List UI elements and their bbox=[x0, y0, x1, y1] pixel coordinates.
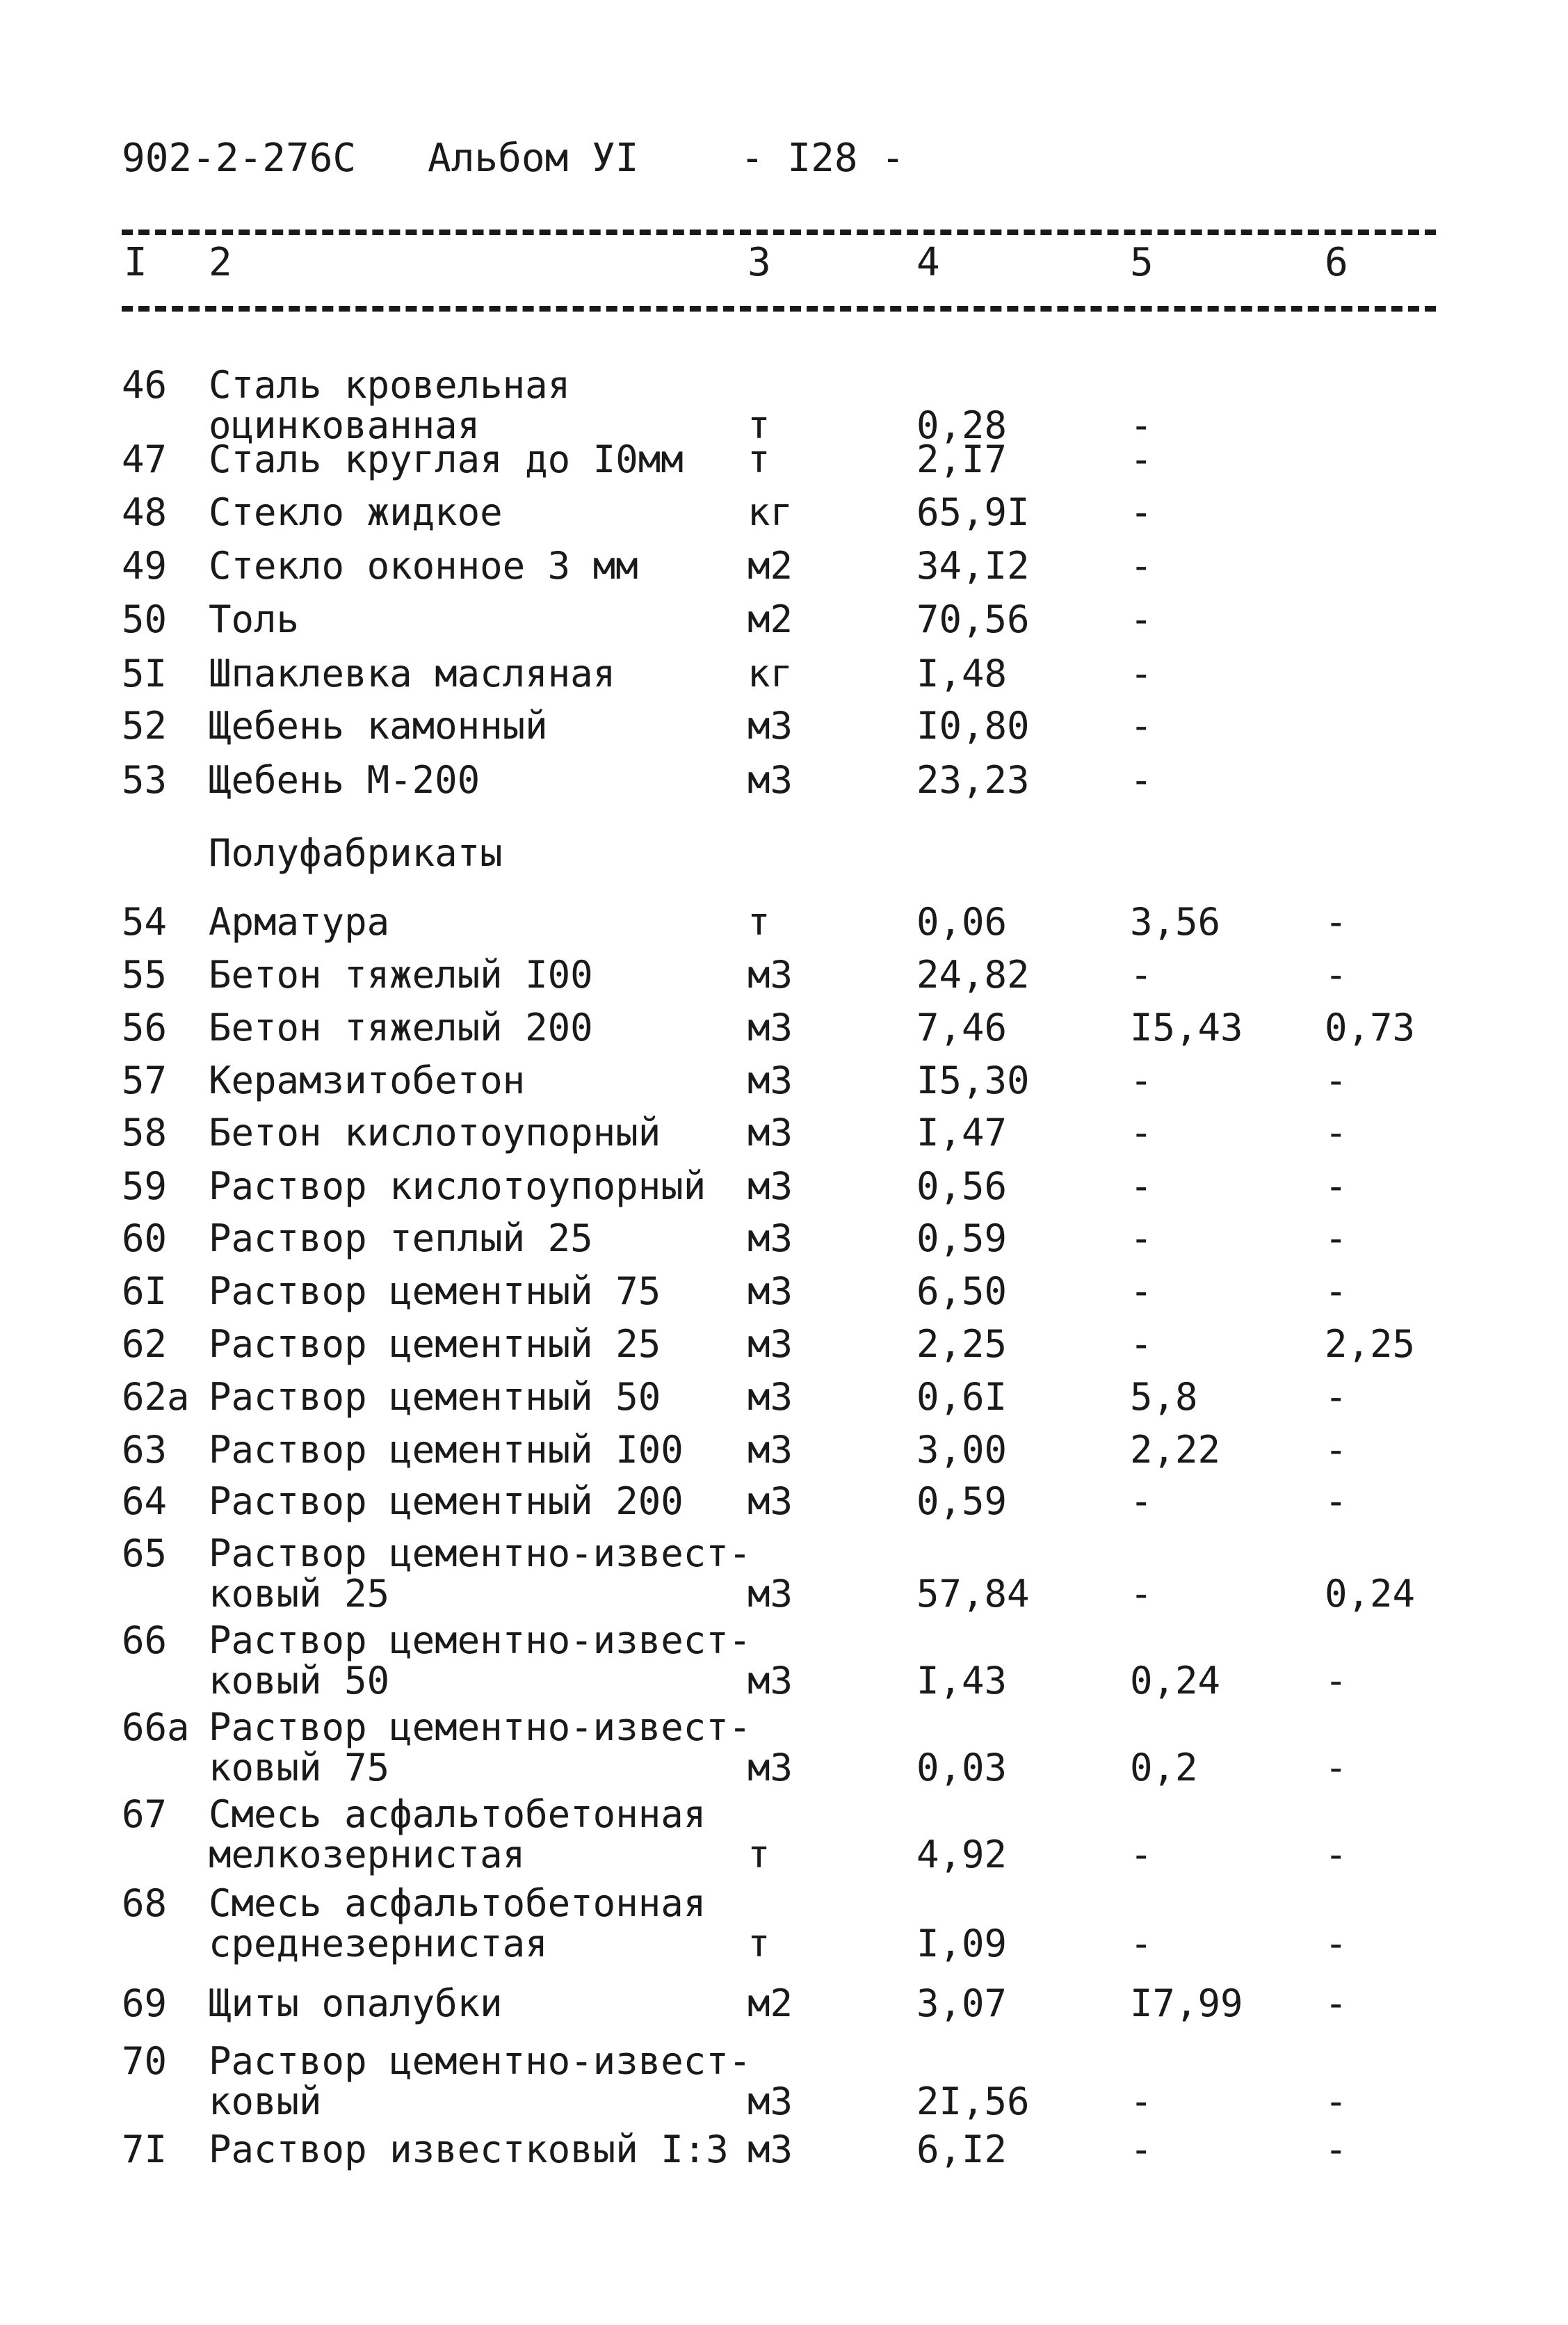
row-number: 6I bbox=[122, 1269, 168, 1313]
material-name: Стекло оконное 3 мм bbox=[209, 544, 638, 588]
unit: т bbox=[747, 1922, 770, 1965]
unit: м3 bbox=[747, 1269, 793, 1313]
unit: кг bbox=[747, 652, 793, 695]
column-6-value: - bbox=[1325, 1922, 1348, 1965]
unit: м3 bbox=[747, 1164, 793, 1208]
unit: м3 bbox=[747, 1375, 793, 1419]
col-header-3: 3 bbox=[747, 240, 771, 285]
material-name: Раствор цементно-извест- bbox=[209, 2039, 752, 2083]
column-6-value: - bbox=[1325, 1269, 1348, 1313]
material-name: ковый bbox=[209, 2079, 322, 2123]
column-6-value: - bbox=[1325, 1059, 1348, 1102]
material-name: Раствор цементный 25 bbox=[209, 1322, 661, 1366]
quantity: 2,25 bbox=[916, 1322, 1008, 1366]
row-number: 50 bbox=[122, 597, 168, 641]
column-6-value: - bbox=[1325, 2079, 1348, 2123]
column-5-value: - bbox=[1130, 490, 1153, 534]
column-6-value: - bbox=[1325, 1981, 1348, 2025]
quantity: 4,92 bbox=[916, 1833, 1008, 1876]
col-header-1: I bbox=[124, 240, 147, 285]
unit: т bbox=[747, 1833, 770, 1876]
row-number: 57 bbox=[122, 1059, 168, 1102]
quantity: 0,28 bbox=[916, 403, 1008, 447]
material-name: Шпаклевка масляная bbox=[209, 652, 616, 695]
unit: м2 bbox=[747, 597, 793, 641]
material-name: Арматура bbox=[209, 900, 390, 944]
quantity: 2I,56 bbox=[916, 2079, 1030, 2123]
row-number: 53 bbox=[122, 758, 168, 802]
row-number: 46 bbox=[122, 363, 168, 407]
material-name: Раствор цементный I00 bbox=[209, 1428, 684, 1472]
col-header-2: 2 bbox=[209, 240, 232, 285]
doc-code: 902-2-276С bbox=[122, 136, 357, 181]
column-6-value: - bbox=[1325, 1164, 1348, 1208]
column-5-value: - bbox=[1130, 403, 1153, 447]
quantity: 65,9I bbox=[916, 490, 1030, 534]
material-name: Раствор цементный 50 bbox=[209, 1375, 661, 1419]
material-name: Щиты опалубки bbox=[209, 1981, 503, 2025]
column-5-value: - bbox=[1130, 1479, 1153, 1523]
quantity: 0,6I bbox=[916, 1375, 1008, 1419]
column-6-value: 0,73 bbox=[1325, 1006, 1416, 1049]
column-6-value: - bbox=[1325, 1216, 1348, 1260]
material-name: Раствор известковый I:3 bbox=[209, 2127, 729, 2171]
quantity: 0,59 bbox=[916, 1479, 1008, 1523]
material-name: Раствор цементно-извест- bbox=[209, 1705, 752, 1749]
row-number: 49 bbox=[122, 544, 168, 588]
material-name: мелкозернистая bbox=[209, 1833, 526, 1876]
column-6-value: - bbox=[1325, 1375, 1348, 1419]
material-name: Раствор цементно-извест- bbox=[209, 1618, 752, 1662]
quantity: 6,I2 bbox=[916, 2127, 1008, 2171]
material-name: Смесь асфальтобетонная bbox=[209, 1792, 706, 1836]
row-number: 66 bbox=[122, 1618, 168, 1662]
unit: м3 bbox=[747, 1572, 793, 1616]
column-5-value: 0,24 bbox=[1130, 1659, 1221, 1703]
column-5-value: - bbox=[1130, 1269, 1153, 1313]
column-5-value: - bbox=[1130, 1216, 1153, 1260]
quantity: 57,84 bbox=[916, 1572, 1030, 1616]
material-name: оцинкованная bbox=[209, 403, 480, 447]
unit: м3 bbox=[747, 758, 793, 802]
quantity: 23,23 bbox=[916, 758, 1030, 802]
quantity: 24,82 bbox=[916, 953, 1030, 997]
row-number: 63 bbox=[122, 1428, 168, 1472]
unit: м3 bbox=[747, 1322, 793, 1366]
row-number: 56 bbox=[122, 1006, 168, 1049]
unit: т bbox=[747, 900, 770, 944]
unit: м3 bbox=[747, 1059, 793, 1102]
material-name: Щебень камонный bbox=[209, 704, 548, 748]
row-number: 58 bbox=[122, 1111, 168, 1155]
unit: м3 bbox=[747, 953, 793, 997]
quantity: 0,06 bbox=[916, 900, 1008, 944]
quantity: 70,56 bbox=[916, 597, 1030, 641]
table-top-rule bbox=[122, 230, 1436, 235]
column-headers bbox=[0, 240, 1568, 289]
row-number: 70 bbox=[122, 2039, 168, 2083]
column-6-value: - bbox=[1325, 900, 1348, 944]
material-name: Толь bbox=[209, 597, 300, 641]
row-number: 62 bbox=[122, 1322, 168, 1366]
row-number: 62а bbox=[122, 1375, 190, 1419]
quantity: 6,50 bbox=[916, 1269, 1008, 1313]
column-6-value: 2,25 bbox=[1325, 1322, 1416, 1366]
quantity: 2,I7 bbox=[916, 437, 1008, 481]
material-name: Керамзитобетон bbox=[209, 1059, 526, 1102]
column-6-value: - bbox=[1325, 1479, 1348, 1523]
quantity: I,47 bbox=[916, 1111, 1008, 1155]
unit: м3 bbox=[747, 1659, 793, 1703]
unit: м3 bbox=[747, 1746, 793, 1789]
material-name: Стекло жидкое bbox=[209, 490, 503, 534]
column-5-value: - bbox=[1130, 953, 1153, 997]
material-name: Сталь кровельная bbox=[209, 363, 571, 407]
column-5-value: 5,8 bbox=[1130, 1375, 1198, 1419]
column-5-value: 3,56 bbox=[1130, 900, 1221, 944]
unit: м3 bbox=[747, 1006, 793, 1049]
col-header-5: 5 bbox=[1130, 240, 1154, 285]
column-6-value: - bbox=[1325, 1833, 1348, 1876]
quantity: I,48 bbox=[916, 652, 1008, 695]
unit: м3 bbox=[747, 1216, 793, 1260]
column-6-value: - bbox=[1325, 1746, 1348, 1789]
quantity: 0,56 bbox=[916, 1164, 1008, 1208]
material-name: Щебень М-200 bbox=[209, 758, 480, 802]
unit: м3 bbox=[747, 1111, 793, 1155]
column-5-value: - bbox=[1130, 652, 1153, 695]
material-name: среднезернистая bbox=[209, 1922, 548, 1965]
unit: м3 bbox=[747, 1428, 793, 1472]
column-5-value: - bbox=[1130, 2079, 1153, 2123]
row-number: 60 bbox=[122, 1216, 168, 1260]
column-6-value: - bbox=[1325, 953, 1348, 997]
material-name: Смесь асфальтобетонная bbox=[209, 1881, 706, 1925]
material-name: Бетон тяжелый I00 bbox=[209, 953, 593, 997]
quantity: 7,46 bbox=[916, 1006, 1008, 1049]
row-number: 64 bbox=[122, 1479, 168, 1523]
quantity: 3,00 bbox=[916, 1428, 1008, 1472]
col-header-4: 4 bbox=[916, 240, 940, 285]
page-number: - I28 - bbox=[741, 136, 905, 181]
quantity: I5,30 bbox=[916, 1059, 1030, 1102]
row-number: 65 bbox=[122, 1531, 168, 1575]
quantity: 0,03 bbox=[916, 1746, 1008, 1789]
column-5-value: - bbox=[1130, 544, 1153, 588]
column-6-value: - bbox=[1325, 1111, 1348, 1155]
unit: м2 bbox=[747, 544, 793, 588]
unit: т bbox=[747, 403, 770, 447]
row-number: 7I bbox=[122, 2127, 168, 2171]
material-name: Бетон тяжелый 200 bbox=[209, 1006, 593, 1049]
unit: м3 bbox=[747, 1479, 793, 1523]
table-header-rule bbox=[122, 306, 1436, 312]
material-name: Раствор теплый 25 bbox=[209, 1216, 593, 1260]
column-6-value: - bbox=[1325, 2127, 1348, 2171]
material-name: ковый 25 bbox=[209, 1572, 390, 1616]
column-5-value: - bbox=[1130, 1164, 1153, 1208]
unit: м2 bbox=[747, 1981, 793, 2025]
column-5-value: 2,22 bbox=[1130, 1428, 1221, 1472]
row-number: 66а bbox=[122, 1705, 190, 1749]
material-name: Раствор цементный 75 bbox=[209, 1269, 661, 1313]
unit: м3 bbox=[747, 2127, 793, 2171]
unit: м3 bbox=[747, 2079, 793, 2123]
row-number: 68 bbox=[122, 1881, 168, 1925]
column-5-value: - bbox=[1130, 1922, 1153, 1965]
column-5-value: 0,2 bbox=[1130, 1746, 1198, 1789]
row-number: 69 bbox=[122, 1981, 168, 2025]
quantity: I,43 bbox=[916, 1659, 1008, 1703]
material-name: ковый 50 bbox=[209, 1659, 390, 1703]
column-6-value: - bbox=[1325, 1659, 1348, 1703]
material-name: ковый 75 bbox=[209, 1746, 390, 1789]
row-number: 54 bbox=[122, 900, 168, 944]
column-6-value: - bbox=[1325, 1428, 1348, 1472]
quantity: 3,07 bbox=[916, 1981, 1008, 2025]
column-5-value: - bbox=[1130, 1833, 1153, 1876]
material-name: Раствор цементный 200 bbox=[209, 1479, 684, 1523]
column-6-value: 0,24 bbox=[1325, 1572, 1416, 1616]
row-number: 55 bbox=[122, 953, 168, 997]
unit: т bbox=[747, 437, 770, 481]
quantity: I0,80 bbox=[916, 704, 1030, 748]
column-5-value: - bbox=[1130, 437, 1153, 481]
column-5-value: - bbox=[1130, 704, 1153, 748]
row-number: 5I bbox=[122, 652, 168, 695]
column-5-value: I7,99 bbox=[1130, 1981, 1243, 2025]
column-5-value: - bbox=[1130, 597, 1153, 641]
row-number: 59 bbox=[122, 1164, 168, 1208]
column-5-value: I5,43 bbox=[1130, 1006, 1243, 1049]
material-name: Раствор цементно-извест- bbox=[209, 1531, 752, 1575]
column-5-value: - bbox=[1130, 1322, 1153, 1366]
quantity: 0,59 bbox=[916, 1216, 1008, 1260]
column-5-value: - bbox=[1130, 758, 1153, 802]
unit: кг bbox=[747, 490, 793, 534]
column-5-value: - bbox=[1130, 1572, 1153, 1616]
row-number: 67 bbox=[122, 1792, 168, 1836]
column-5-value: - bbox=[1130, 1059, 1153, 1102]
section-title: Полуфабрикаты bbox=[209, 831, 503, 875]
material-name: Сталь круглая до I0мм bbox=[209, 437, 684, 481]
column-5-value: - bbox=[1130, 2127, 1153, 2171]
row-number: 48 bbox=[122, 490, 168, 534]
unit: м3 bbox=[747, 704, 793, 748]
quantity: I,09 bbox=[916, 1922, 1008, 1965]
col-header-6: 6 bbox=[1325, 240, 1348, 285]
album-label: Альбом УI bbox=[428, 136, 639, 181]
row-number: 52 bbox=[122, 704, 168, 748]
material-name: Раствор кислотоупорный bbox=[209, 1164, 706, 1208]
row-number: 47 bbox=[122, 437, 168, 481]
quantity: 34,I2 bbox=[916, 544, 1030, 588]
column-5-value: - bbox=[1130, 1111, 1153, 1155]
material-name: Бетон кислотоупорный bbox=[209, 1111, 661, 1155]
